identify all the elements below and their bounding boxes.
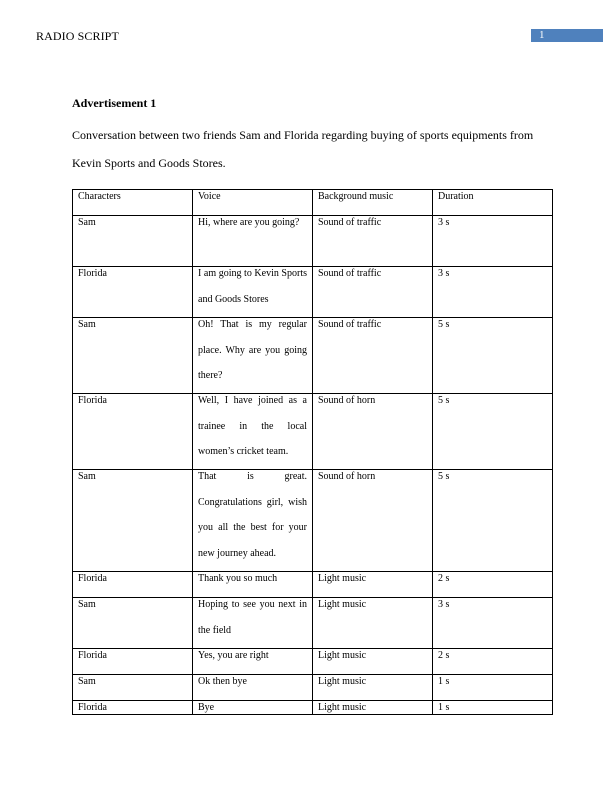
duration-cell: 3 s xyxy=(433,267,553,318)
voice-cell: I am going to Kevin Sports and Goods Stores xyxy=(193,267,313,318)
voice-cell: Ok then bye xyxy=(193,675,313,701)
duration-cell: 5 s xyxy=(433,318,553,394)
music-cell: Light music xyxy=(313,701,433,715)
character-cell: Sam xyxy=(73,216,193,267)
character-cell: Florida xyxy=(73,701,193,715)
running-head: RADIO SCRIPT xyxy=(36,29,119,43)
music-cell: Light music xyxy=(313,598,433,649)
character-cell: Florida xyxy=(73,649,193,675)
table-row xyxy=(73,701,553,715)
duration-cell: 1 s xyxy=(433,701,553,715)
table-row xyxy=(73,470,553,572)
voice-cell: Oh! That is my regular place. Why are you going there? xyxy=(193,318,313,394)
duration-cell: 2 s xyxy=(433,572,553,598)
duration-cell: 5 s xyxy=(433,470,553,572)
character-cell: Florida xyxy=(73,267,193,318)
music-cell: Sound of traffic xyxy=(313,216,433,267)
section-heading: Advertisement 1 xyxy=(72,96,157,110)
character-cell: Florida xyxy=(73,394,193,470)
duration-cell: 1 s xyxy=(433,675,553,701)
column-header-background-music: Background music xyxy=(313,190,433,216)
character-cell: Sam xyxy=(73,470,193,572)
intro-paragraph: Conversation between two friends Sam and Florida regarding buying of sports equipments from Kevin Sports and Goods Stores. xyxy=(72,128,534,170)
voice-cell: That is great. Congratulations girl, wish you all the best for your new journey ahead. xyxy=(193,470,313,572)
duration-cell: 3 s xyxy=(433,598,553,649)
music-cell: Light music xyxy=(313,649,433,675)
character-cell: Florida xyxy=(73,572,193,598)
voice-cell: Yes, you are right xyxy=(193,649,313,675)
column-header-voice: Voice xyxy=(193,190,313,216)
music-cell: Sound of horn xyxy=(313,394,433,470)
music-cell: Sound of horn xyxy=(313,470,433,572)
character-cell: Sam xyxy=(73,598,193,649)
music-cell: Light music xyxy=(313,572,433,598)
voice-cell: Bye xyxy=(193,701,313,715)
voice-cell: Well, I have joined as a trainee in the local women’s cricket team. xyxy=(193,394,313,470)
character-cell: Sam xyxy=(73,318,193,394)
table-row xyxy=(73,318,553,394)
column-header-characters: Characters xyxy=(73,190,193,216)
voice-cell: Thank you so much xyxy=(193,572,313,598)
music-cell: Light music xyxy=(313,675,433,701)
column-header-duration: Duration xyxy=(433,190,553,216)
character-cell: Sam xyxy=(73,675,193,701)
voice-cell: Hi, where are you going? xyxy=(193,216,313,267)
music-cell: Sound of traffic xyxy=(313,267,433,318)
table-row xyxy=(73,394,553,470)
duration-cell: 5 s xyxy=(433,394,553,470)
radio-script-table xyxy=(72,189,553,715)
page-number-badge: 1 xyxy=(531,29,603,42)
table-row xyxy=(73,216,553,267)
music-cell: Sound of traffic xyxy=(313,318,433,394)
duration-cell: 3 s xyxy=(433,216,553,267)
duration-cell: 2 s xyxy=(433,649,553,675)
table-row xyxy=(73,675,553,701)
table-row xyxy=(73,598,553,649)
table-row xyxy=(73,267,553,318)
voice-cell: Hoping to see you next in the field xyxy=(193,598,313,649)
